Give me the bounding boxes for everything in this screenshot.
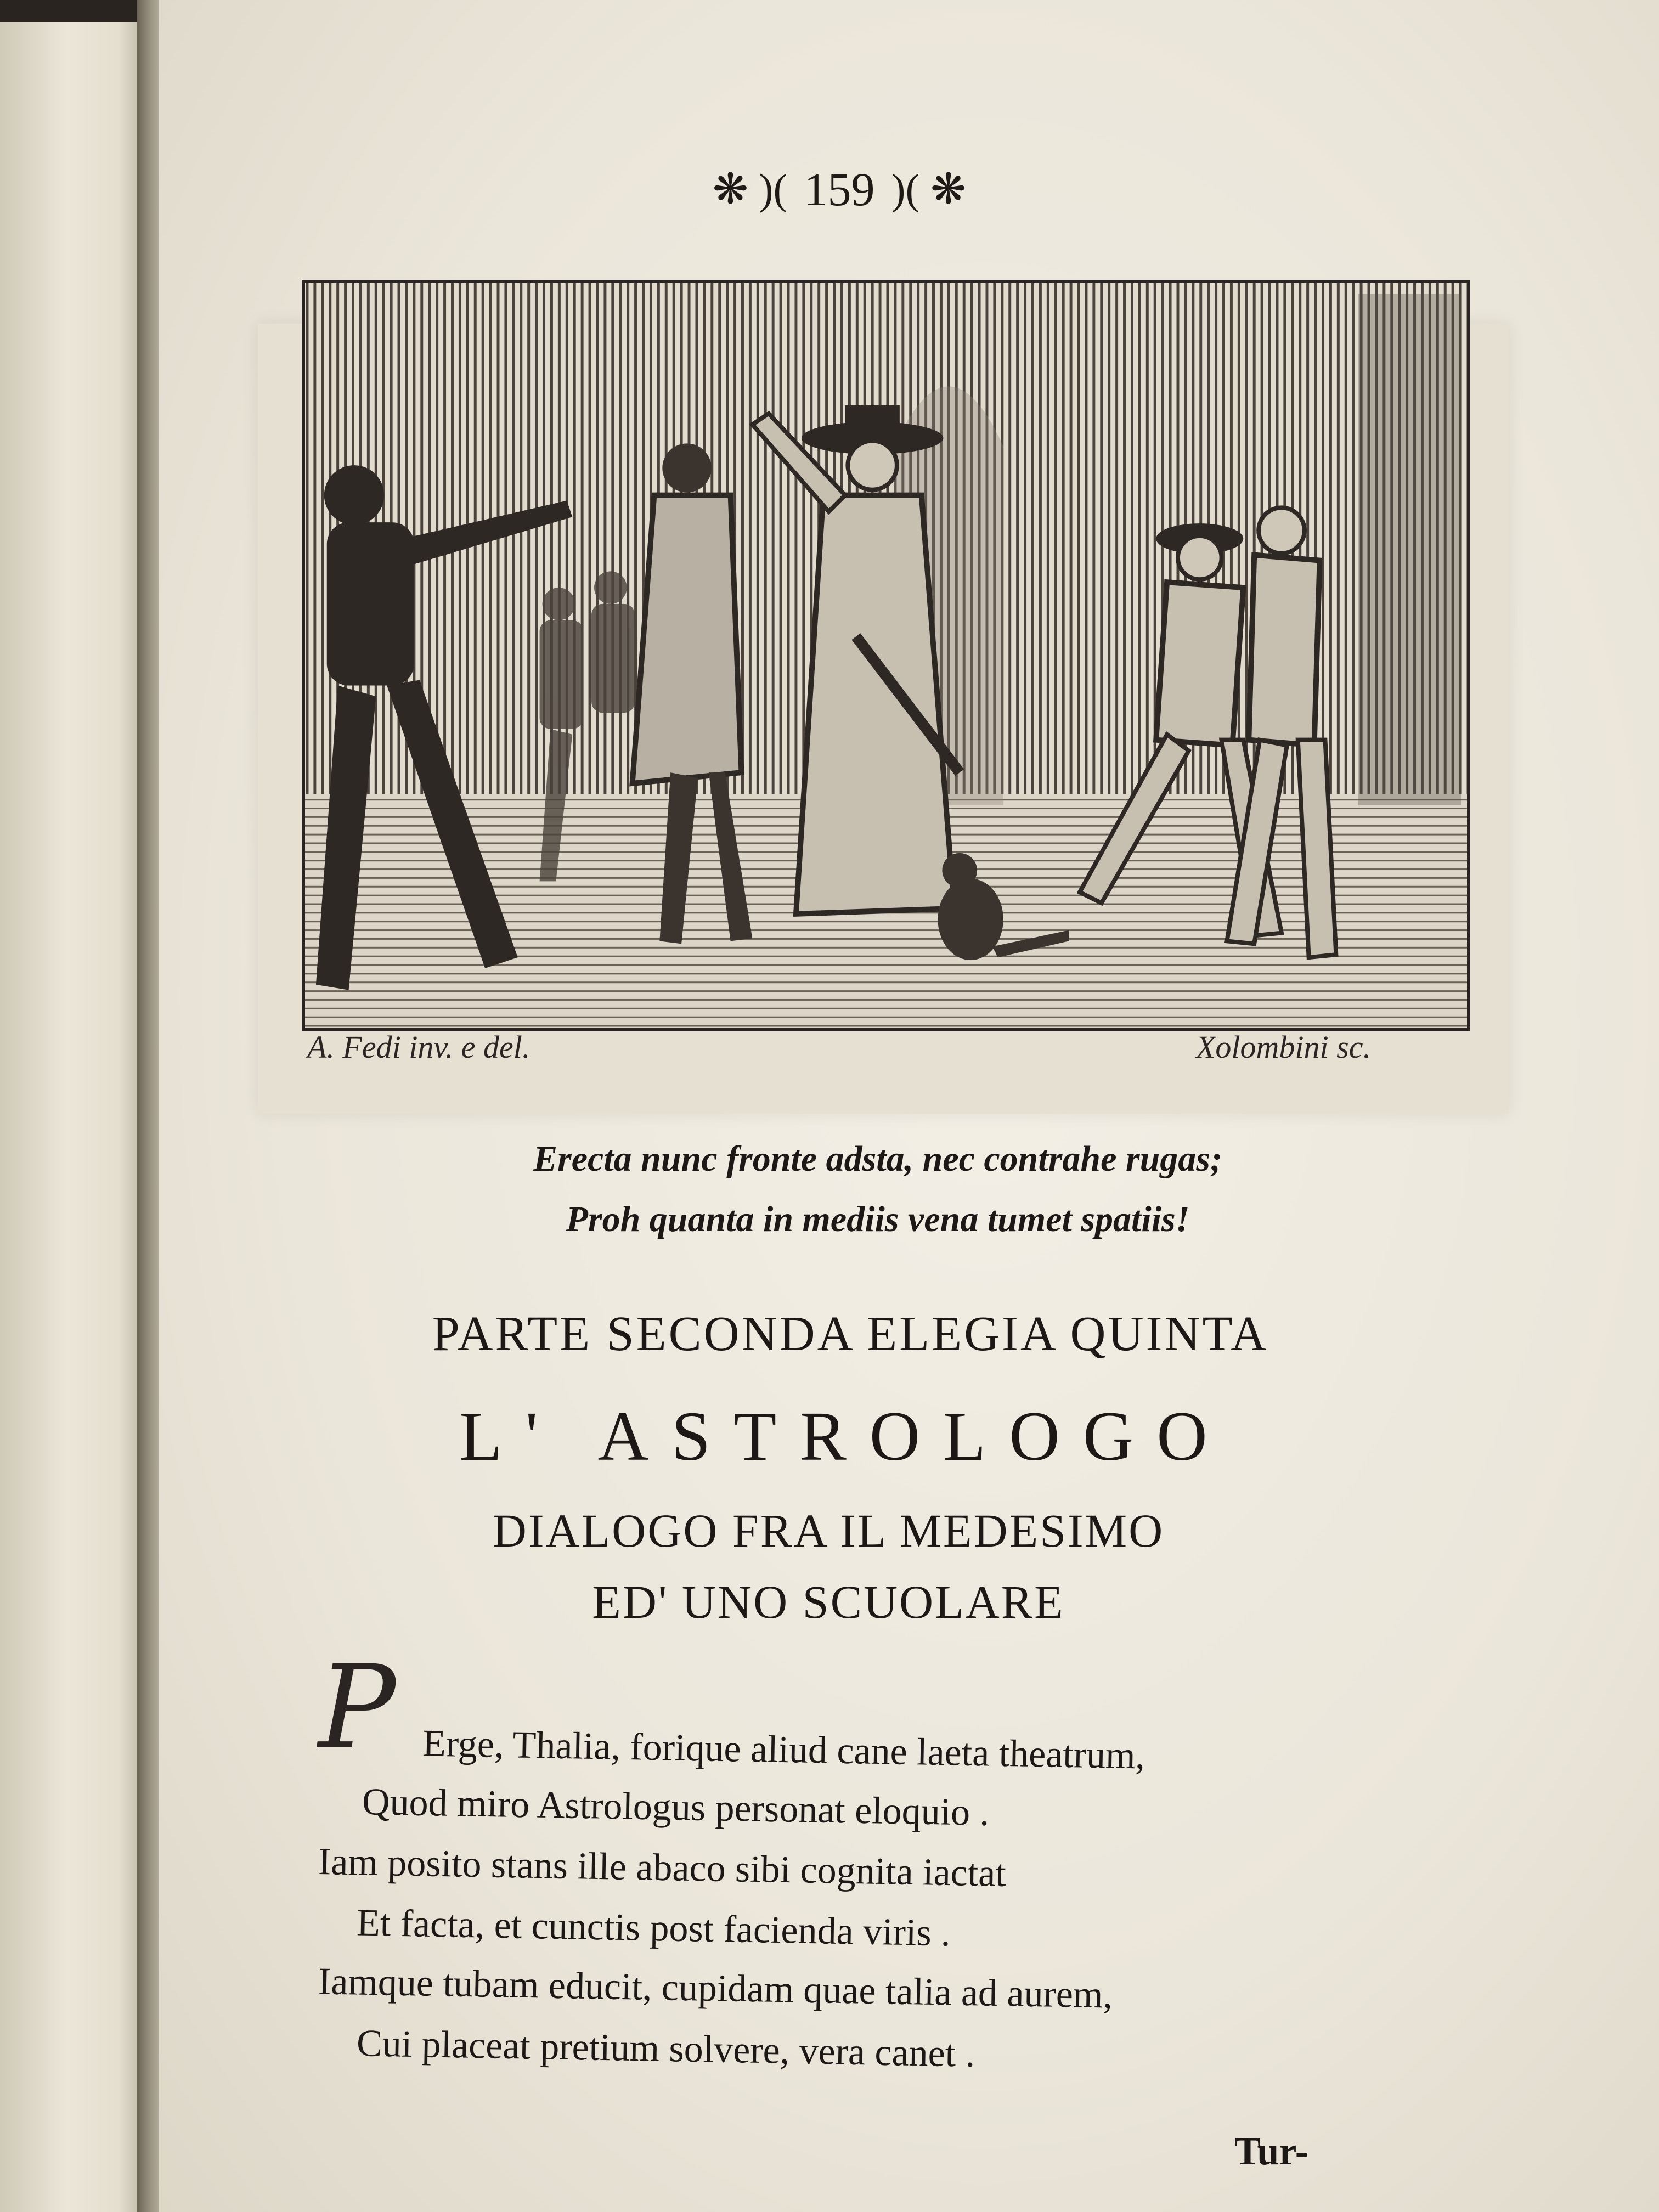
verse-line-2: Quod miro Astrologus personat eloquio . — [362, 1781, 990, 1834]
subtitle-line-2: ED' UNO SCUOLARE — [592, 1576, 1065, 1628]
engraving-illustration — [302, 280, 1470, 1031]
verse-line-4: Et facta, et cunctis post facienda viris . — [356, 1901, 951, 1955]
left-page-edge — [0, 22, 148, 2212]
subtitle-line-1: DIALOGO FRA IL MEDESIMO — [492, 1504, 1165, 1557]
page-number: 159 — [804, 163, 875, 216]
side-doorway — [1358, 294, 1462, 805]
catchword: Tur- — [1234, 2129, 1308, 2173]
caption-line-1: Erecta nunc fronte adsta, nec contrahe rugas; — [533, 1139, 1222, 1179]
caption-line-2: Proh quanta in mediis vena tumet spatiis! — [566, 1199, 1190, 1239]
verse-line-1: Erge, Thalia, forique aliud cane laeta theatrum, — [422, 1722, 1146, 1778]
plate-credit-designer: A. Fedi inv. e del. — [307, 1029, 531, 1065]
ornament-left: ❋ )( — [712, 165, 788, 213]
main-title: L' ASTROLOGO — [459, 1397, 1231, 1475]
verse-line-6: Cui placeat pretium solvere, vera canet . — [356, 2022, 975, 2075]
verse-line-5: Iamque tubam educit, cupidam quae talia ad aurem, — [318, 1960, 1113, 2017]
engraving-scene — [305, 283, 1467, 1028]
section-title: PARTE SECONDA ELEGIA QUINTA — [432, 1307, 1269, 1361]
page-header — [669, 159, 1009, 219]
verse-line-3: Iam posito stans ille abaco sibi cognita iactat — [318, 1841, 1007, 1895]
drop-cap: P — [318, 1640, 396, 1775]
plate-credit-engraver: Xolombini sc. — [1196, 1029, 1371, 1065]
ornament-right: )( ❋ — [891, 165, 967, 213]
